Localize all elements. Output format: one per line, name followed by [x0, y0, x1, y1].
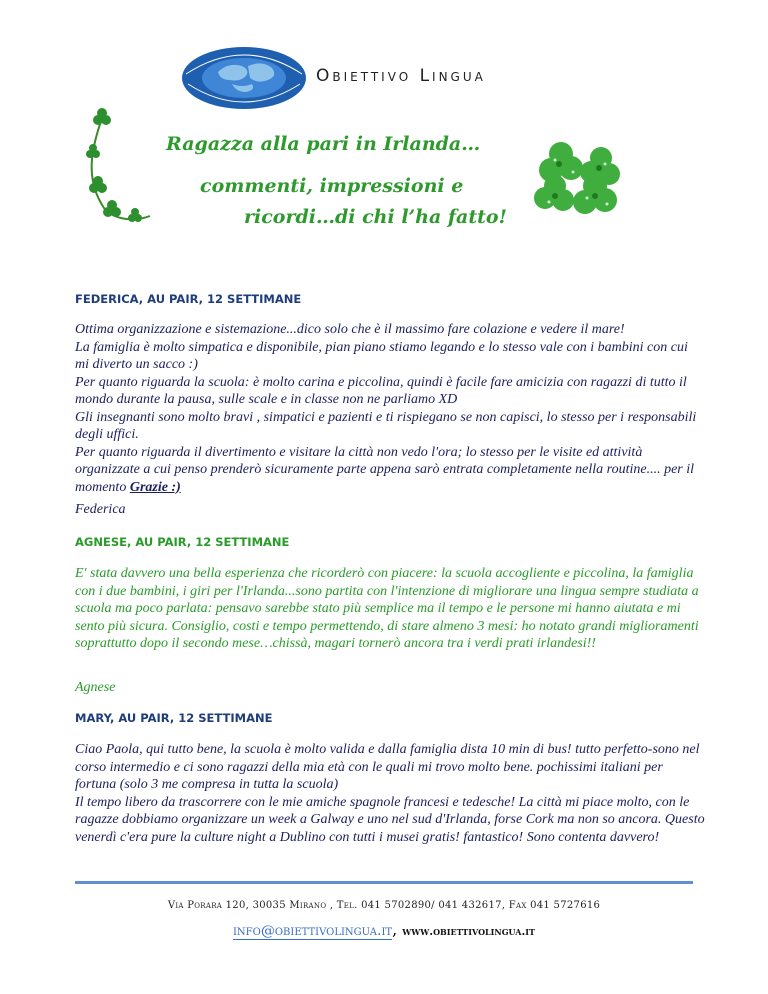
footer-address: Via Porara 120, 30035 Mirano , Tel. 041 5702890/ 041 432617, Fax 041 5727616: [167, 900, 601, 911]
paragraph: E' stata davvero una bella esperienza che ricorderò con piacere: la scuola accogliente e piccolina, la famiglia con i due bambini, i giri per l'Irlanda...sono partita con l'intenzione di migliorare una lingua sempre studiata a scuola ma poco parlata: pensavo sarebbe stato più semplice ma il tempo e le persone mi hanno aiutata e mi sento più sicura. Consiglio, costi e tempo permettendo, di stare almeno 3 mesi: ho notato grandi miglioramenti soprattutto dopo il secondo mese…chissà, magari tornerò ancora tra i verdi prati irlandesi!!: [75, 566, 699, 651]
signature-agnese: Agnese: [75, 680, 116, 695]
grazie-link[interactable]: Grazie :): [129, 479, 181, 495]
paragraph: Ciao Paola, qui tutto bene, la scuola è molto valida e dalla famiglia dista 10 min di bus! tutto perfetto-sono nel corso intermedio e ci sono ragazzi della mia età con le quali mi trovo molto bene. pochissimi italiani per fortuna (solo 3 me compresa in tutta la scuola): [75, 742, 700, 792]
footer-separator: ,: [392, 920, 398, 939]
testimonial-heading-agnese: AGNESE, AU PAIR, 12 SETTIMANE: [75, 535, 290, 549]
clover-vine-icon: [74, 108, 154, 228]
testimonial-heading-mary: MARY, AU PAIR, 12 SETTIMANE: [75, 711, 273, 725]
footer-divider: [75, 881, 693, 884]
testimonial-body-mary: [75, 741, 705, 846]
paragraph: La famiglia è molto simpatica e disponibile, pian piano stiamo legando e lo stesso vale con i bambini con cui mi diverto un sacco :): [75, 339, 688, 372]
paragraph: Per quanto riguarda la scuola: è molto carina e piccolina, quindi è facile fare amicizia con ragazzi di tutto il mondo durante la pausa, sulle scale e in classe non ne parliamo XD: [75, 374, 687, 407]
title-line-2: commenti, impressioni e: [200, 175, 464, 197]
paragraph: [75, 444, 705, 497]
testimonial-body-agnese: [75, 565, 705, 653]
testimonial-body-federica: [75, 321, 705, 496]
paragraph: Ottima organizzazione e sistemazione...dico solo che è il massimo fare colazione e vedere il mare!: [75, 322, 625, 337]
paragraph: Il tempo libero da trascorrere con le mie amiche spagnole francesi e tedesche! La città mi piace molto, con le ragazze dobbiamo organizzare un week a Galway e uno nel sud d'Irlanda, forse Cork ma non so ancora. Questo venerdì c'era pure la culture night a Dublino con tutti i musei gratis! fantastico! Sono contenta davvero!: [75, 794, 705, 845]
title-line-1: Ragazza alla pari in Irlanda…: [166, 133, 481, 155]
shamrock-cluster-icon: [515, 142, 633, 224]
signature-federica: Federica: [75, 502, 126, 517]
footer-contacts: [0, 920, 768, 939]
logo-globe: [178, 44, 310, 112]
brand-name: Obiettivo Lingua: [316, 66, 486, 86]
website-link[interactable]: www.obiettivolingua.it: [402, 925, 536, 938]
testimonial-heading-federica: FEDERICA, AU PAIR, 12 SETTIMANE: [75, 292, 302, 306]
title-line-3: ricordi…di chi l’ha fatto!: [244, 206, 507, 228]
paragraph: Gli insegnanti sono molto bravi , simpatici e pazienti e ti rispiegano se non capisci, lo stesso per i responsabili degli uffici.: [75, 409, 697, 442]
paragraph-text: Per quanto riguarda il divertimento e visitare la città non vedo l'ora; lo stesso per le visite ed attività organizzate a cui penso prenderò sicuramente parte appena sarò entrata completamente nella routine.... per il momento: [75, 444, 695, 495]
email-link[interactable]: info@obiettivolingua.it: [232, 923, 393, 939]
